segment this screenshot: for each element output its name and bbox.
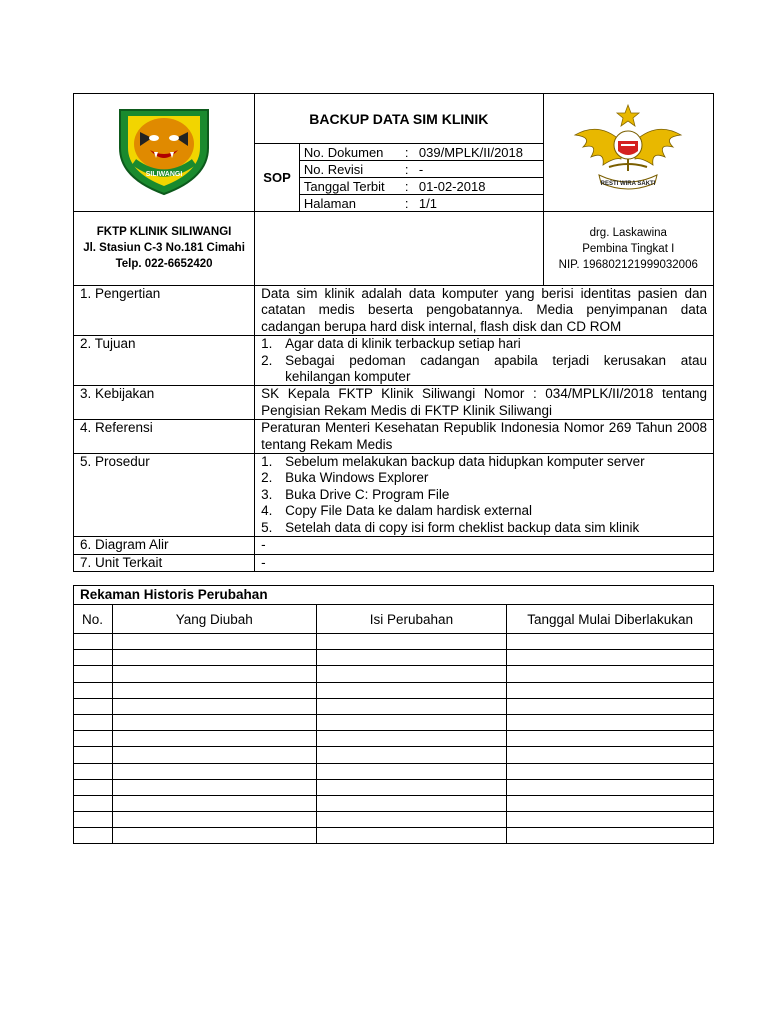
section-label: 5. Prosedur — [74, 454, 255, 537]
doctor-name: drg. Laskawina — [589, 227, 667, 239]
section-value: - — [255, 537, 714, 554]
table-cell — [316, 682, 507, 698]
list-text: Setelah data di copy isi form cheklist backup data sim klinik — [285, 519, 640, 535]
meta-row — [300, 178, 543, 195]
list-item — [261, 503, 707, 519]
meta-label: No. Revisi — [300, 161, 403, 178]
table-cell — [74, 666, 113, 682]
list-item — [261, 353, 707, 386]
table-cell — [316, 747, 507, 763]
sop-label: SOP — [255, 144, 300, 212]
list-item — [261, 487, 707, 503]
table-cell — [316, 731, 507, 747]
table-row — [74, 812, 714, 828]
table-cell — [507, 682, 714, 698]
meta-colon: : — [403, 178, 415, 195]
table-row — [74, 714, 714, 730]
doctor-info — [543, 212, 713, 286]
table-cell — [316, 666, 507, 682]
history-table — [73, 585, 714, 844]
list-text: Agar data di klinik terbackup setiap hari — [285, 336, 521, 352]
table-cell — [507, 666, 714, 682]
table-cell — [74, 747, 113, 763]
column-header: No. — [74, 605, 113, 634]
sop-table — [73, 93, 714, 572]
section-text: SK Kepala FKTP Klinik Siliwangi Nomor : 034/MPLK/II/2018 tentang Pengisian Rekam Medis di FKTP Klinik Siliwangi — [255, 386, 714, 420]
clinic-info — [74, 212, 255, 286]
table-row — [74, 828, 714, 844]
table-cell — [74, 763, 113, 779]
siliwangi-shield-logo — [114, 104, 214, 196]
list-number: 1. — [261, 336, 273, 352]
meta-row — [300, 161, 543, 178]
section-label: 3. Kebijakan — [74, 386, 255, 420]
table-row — [74, 666, 714, 682]
section-diagram-alir — [74, 537, 714, 554]
table-cell — [74, 634, 113, 650]
section-label: 7. Unit Terkait — [74, 554, 255, 571]
shield-logo-text: SILIWANGI — [145, 171, 183, 178]
table-cell — [112, 634, 316, 650]
table-row — [74, 634, 714, 650]
section-value: - — [255, 554, 714, 571]
column-header: Tanggal Mulai Diberlakukan — [507, 605, 714, 634]
section-label: 6. Diagram Alir — [74, 537, 255, 554]
table-row — [74, 650, 714, 666]
section-referensi — [74, 420, 714, 454]
table-cell — [507, 747, 714, 763]
table-row — [74, 698, 714, 714]
list-number: 1. — [261, 454, 273, 470]
table-cell — [507, 714, 714, 730]
list-number: 3. — [261, 486, 273, 502]
section-kebijakan — [74, 386, 714, 420]
column-header: Yang Diubah — [112, 605, 316, 634]
meta-label: Halaman — [300, 195, 403, 212]
list-number: 2. — [261, 470, 273, 486]
table-cell — [112, 698, 316, 714]
table-cell — [74, 650, 113, 666]
section-text: Data sim klinik adalah data komputer yang berisi identitas pasien dan catatan medis beserta pengobatannya. Media penyimpanan data cadangan berupa hard disk internal, flash disk dan CD ROM — [255, 286, 714, 336]
table-cell — [74, 698, 113, 714]
table-cell — [112, 779, 316, 795]
history-header-row — [74, 605, 714, 634]
meta-row — [300, 144, 543, 161]
section-pengertian — [74, 286, 714, 336]
section-prosedur — [74, 454, 714, 537]
table-cell — [112, 812, 316, 828]
table-cell — [316, 795, 507, 811]
clinic-phone: Telp. 022-6652420 — [115, 258, 213, 270]
table-cell — [74, 828, 113, 844]
table-cell — [507, 812, 714, 828]
table-cell — [112, 828, 316, 844]
kodam-emblem-cell — [543, 94, 713, 212]
table-row — [74, 731, 714, 747]
table-cell — [112, 763, 316, 779]
column-header: Isi Perubahan — [316, 605, 507, 634]
history-title: Rekaman Historis Perubahan — [74, 586, 714, 605]
meta-colon: : — [403, 161, 415, 178]
table-cell — [112, 682, 316, 698]
table-cell — [507, 634, 714, 650]
list-text: Buka Drive C: Program File — [285, 486, 450, 502]
list-text: Buka Windows Explorer — [285, 470, 429, 486]
document-meta — [299, 144, 543, 212]
table-row — [74, 682, 714, 698]
table-cell — [316, 650, 507, 666]
list-text: Sebelum melakukan backup data hidupkan komputer server — [285, 454, 645, 470]
table-row — [74, 747, 714, 763]
list-text: Sebagai pedoman cadangan apabila terjadi kerusakan atau kehilangan komputer — [285, 352, 707, 385]
table-cell — [112, 714, 316, 730]
blank-cell — [255, 212, 543, 286]
list-number: 4. — [261, 503, 273, 519]
list-item — [261, 454, 707, 470]
table-cell — [74, 682, 113, 698]
table-row — [74, 795, 714, 811]
doctor-rank: Pembina Tingkat I — [582, 243, 675, 255]
siliwangi-logo-cell — [74, 94, 255, 212]
section-tujuan — [74, 336, 714, 386]
table-cell — [316, 763, 507, 779]
table-cell — [74, 812, 113, 828]
table-cell — [74, 795, 113, 811]
emblem-motto-text: RESTI WIRA SAKTI — [600, 181, 656, 187]
clinic-name: FKTP KLINIK SILIWANGI — [96, 226, 232, 238]
table-cell — [112, 795, 316, 811]
kodam-emblem-logo — [569, 101, 687, 199]
table-cell — [112, 666, 316, 682]
table-row — [74, 779, 714, 795]
meta-value: - — [415, 161, 543, 178]
table-cell — [507, 779, 714, 795]
table-cell — [74, 731, 113, 747]
meta-label: Tanggal Terbit — [300, 178, 403, 195]
meta-value: 039/MPLK/II/2018 — [418, 145, 523, 160]
table-cell — [74, 779, 113, 795]
section-list — [255, 336, 714, 386]
list-number: 5. — [261, 519, 273, 535]
meta-table — [300, 144, 543, 211]
table-cell — [507, 731, 714, 747]
clinic-address: Jl. Stasiun C-3 No.181 Cimahi — [83, 242, 245, 254]
table-cell — [74, 714, 113, 730]
doctor-nip: NIP. 196802121999032006 — [558, 259, 698, 271]
list-item — [261, 470, 707, 486]
table-cell — [316, 828, 507, 844]
table-cell — [507, 763, 714, 779]
table-cell — [507, 650, 714, 666]
table-cell — [507, 828, 714, 844]
document-title: BACKUP DATA SIM KLINIK — [255, 94, 543, 144]
list-item — [261, 336, 707, 352]
table-cell — [316, 714, 507, 730]
table-cell — [316, 812, 507, 828]
section-label: 1. Pengertian — [74, 286, 255, 336]
table-cell — [112, 731, 316, 747]
meta-row — [300, 195, 543, 212]
history-body — [74, 634, 714, 844]
meta-label: No. Dokumen — [303, 145, 384, 160]
table-cell — [316, 634, 507, 650]
table-cell — [316, 698, 507, 714]
meta-value: 01-02-2018 — [415, 178, 543, 195]
list-item — [261, 520, 707, 536]
table-cell — [112, 747, 316, 763]
section-label: 2. Tujuan — [74, 336, 255, 386]
list-number: 2. — [261, 352, 273, 368]
list-text: Copy File Data ke dalam hardisk external — [285, 503, 532, 519]
meta-value: 1/1 — [415, 195, 543, 212]
section-list — [255, 454, 714, 537]
table-cell — [507, 698, 714, 714]
meta-colon: : — [403, 195, 415, 212]
section-label: 4. Referensi — [74, 420, 255, 454]
table-cell — [112, 650, 316, 666]
meta-colon: : — [404, 145, 409, 160]
table-cell — [507, 795, 714, 811]
table-cell — [316, 779, 507, 795]
section-text: Peraturan Menteri Kesehatan Republik Indonesia Nomor 269 Tahun 2008 tentang Rekam Medis — [255, 420, 714, 454]
table-row — [74, 763, 714, 779]
section-unit-terkait — [74, 554, 714, 571]
